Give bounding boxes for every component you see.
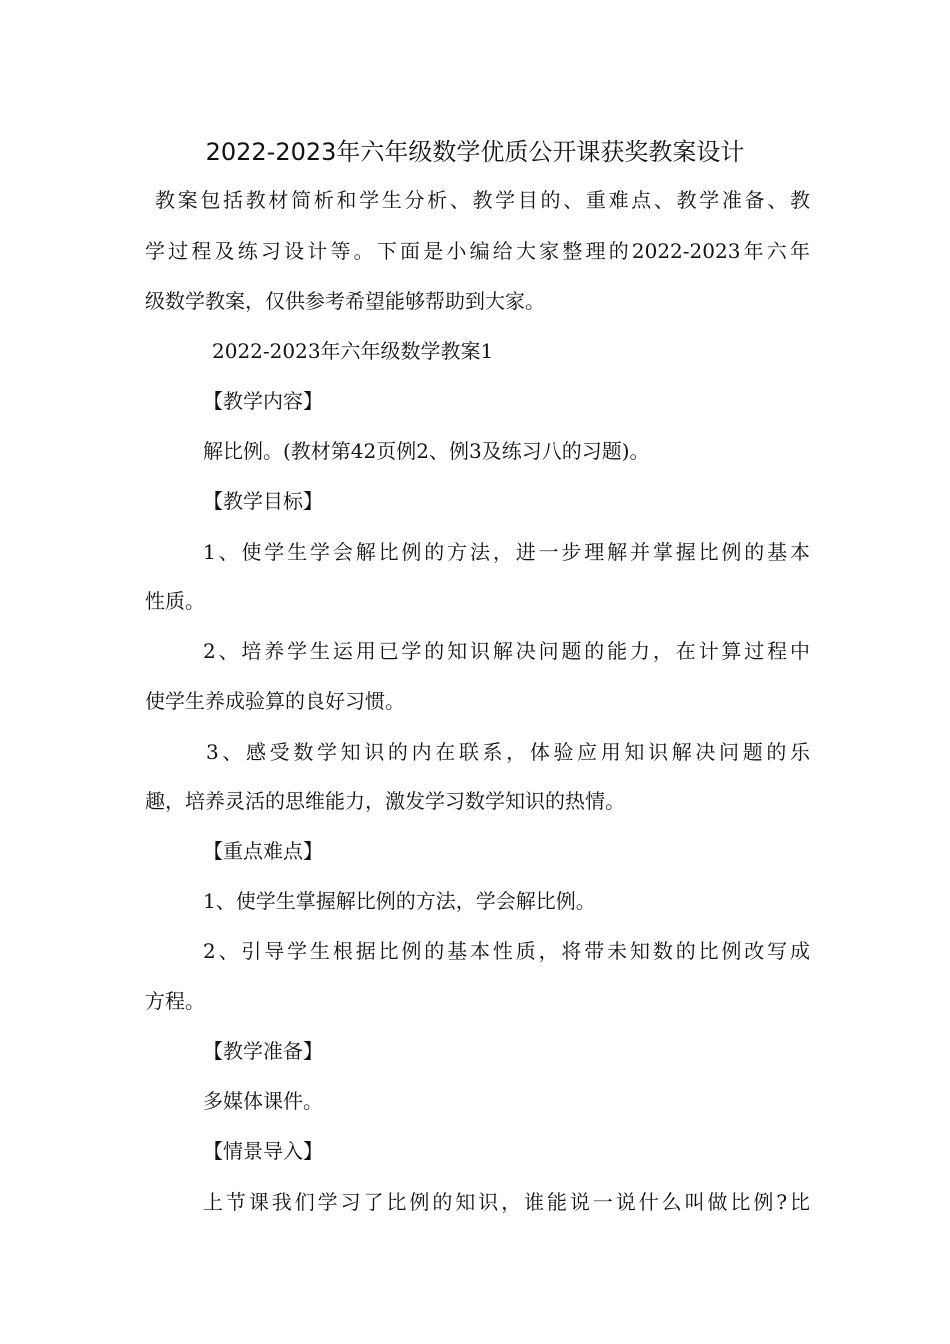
paragraph-line: 多媒体课件。 [203,1089,323,1113]
paragraph-line: 方程。 [145,989,205,1013]
section-heading: 【情景导入】 [203,1139,323,1163]
paragraph-line: 2、培养学生运用已学的知识解决问题的能力，在计算过程中 [203,639,810,663]
section-heading: 2022-2023年六年级数学教案1 [212,339,494,363]
section-heading: 【教学目标】 [203,489,323,513]
section-heading: 【重点难点】 [203,839,323,863]
paragraph-line: 解比例。(教材第42页例2、例3及练习八的习题)。 [203,439,650,463]
paragraph-line: 2、引导学生根据比例的基本性质，将带未知数的比例改写成 [203,939,810,963]
section-heading: 【教学准备】 [203,1039,323,1063]
paragraph-line: 1、使学生掌握解比例的方法，学会解比例。 [203,889,596,913]
paragraph-line: 学过程及练习设计等。下面是小编给大家整理的2022-2023年六年 [145,239,810,263]
paragraph-line: 使学生养成验算的良好习惯。 [145,689,405,713]
paragraph-line: 上节课我们学习了比例的知识，谁能说一说什么叫做比例?比 [203,1190,810,1214]
paragraph-line: 3、感受数学知识的内在联系，体验应用知识解决问题的乐 [206,740,810,764]
document-title: 2022-2023年六年级数学优质公开课获奖教案设计 [205,138,745,166]
paragraph-line: 1、使学生学会解比例的方法，进一步理解并掌握比例的基本 [203,540,810,564]
paragraph-line: 趣，培养灵活的思维能力，激发学习数学知识的热情。 [145,789,625,813]
paragraph-line: 性质。 [145,589,205,613]
paragraph-line: 级数学教案，仅供参考希望能够帮助到大家。 [145,289,545,313]
section-heading: 【教学内容】 [203,389,323,413]
paragraph-line: 教案包括教材简析和学生分析、教学目的、重难点、教学准备、教 [155,188,810,212]
